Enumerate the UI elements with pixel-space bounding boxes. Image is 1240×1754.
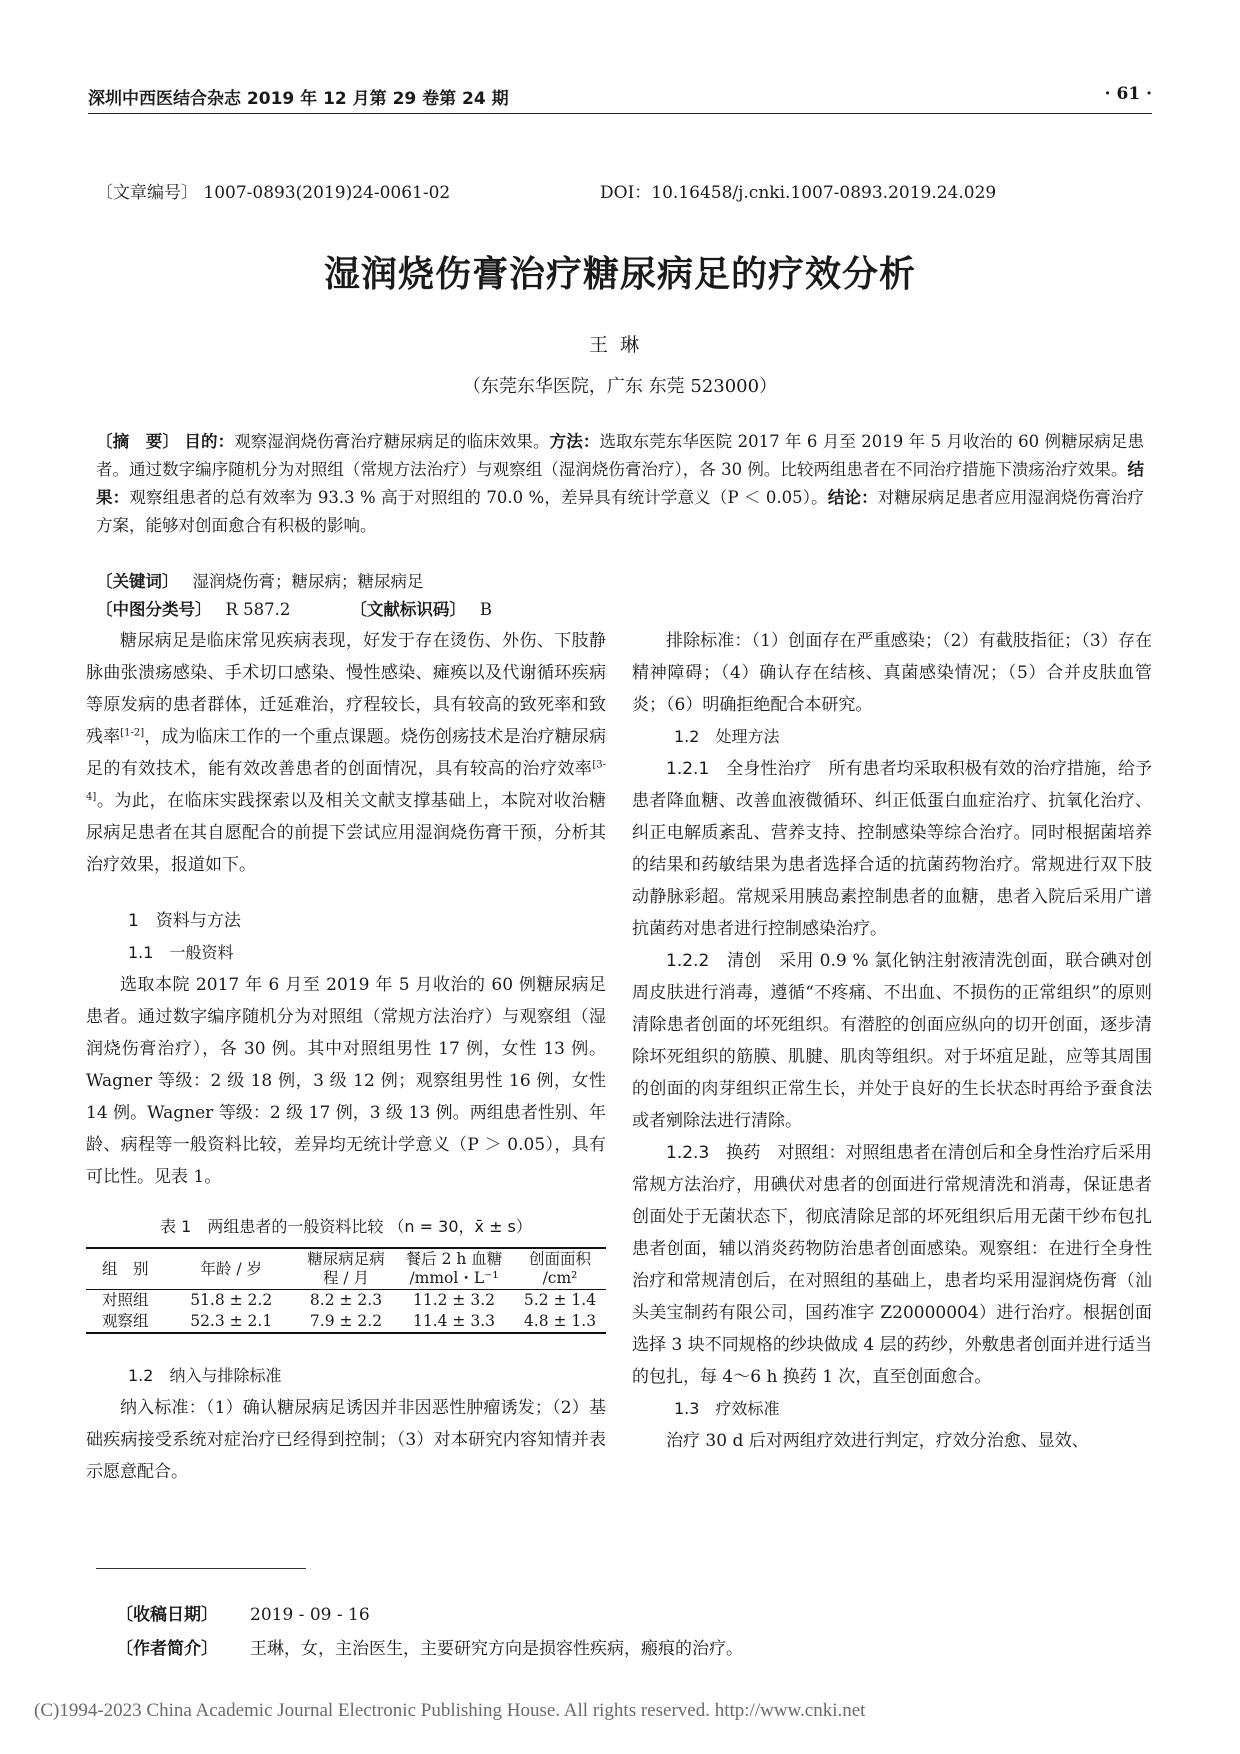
citation: [3-4] [86,759,606,803]
table-row: 观察组 52.3 ± 2.1 7.9 ± 2.2 11.4 ± 3.3 4.8 ± 1.3 [86,1311,606,1333]
result-label: 结果： [96,460,1144,507]
doi: DOI：10.16458/j.cnki.1007-0893.2019.24.029 [600,183,997,203]
subsection-heading: 1.2 纳入与排除标准 [128,1366,282,1385]
paper-title: 湿润烧伤膏治疗糖尿病足的疗效分析 [323,254,916,295]
subsubsection-heading: 1.2.1 全身性治疗 [666,759,812,779]
clc-value: R 587.2 [225,600,291,619]
keywords-label: 〔关键词〕 [96,572,179,591]
conclusion-text: 对糖尿病足患者应用湿润烧伤膏治疗方案，能够对创面愈合有积极的影响。 [96,488,1145,535]
section-heading: 1 资料与方法 [128,911,241,931]
journal-name: 深圳中西医结合杂志 2019 年 12 月第 29 卷第 24 期 [88,89,509,109]
classification [96,596,1144,620]
table-header: 年龄 / 岁 [200,1259,262,1278]
efficacy-paragraph: 治疗 30 d 后对两组疗效进行判定，疗效分治愈、显效、 [666,1431,1089,1451]
table-header: 糖尿病足病程 / 月 [307,1250,385,1287]
left-column [86,625,606,1488]
subsubsection-heading: 1.2.2 清创 [666,951,762,971]
subsubsection-heading: 1.2.3 换药 [666,1143,761,1163]
systemic-treatment-paragraph: 1.2.1 全身性治疗 所有患者均采取积极有效的治疗措施，给予患者降血糖、改善血液微循环、纠正低蛋白血症治疗、抗氧化治疗、纠正电解质紊乱、营养支持、控制感染等综合治疗。同时根据菌培养的结果和药敏结果为患者选择合适的抗菌药物治疗。常规进行双下肢动静脉彩超。常规采用胰岛素控制患者的血糖，患者入院后采用广谱抗菌药对患者进行控制感染治疗。 [632,759,1152,939]
keywords-text: 湿润烧伤膏；糖尿病；糖尿病足 [192,572,424,591]
subsection-heading: 1.3 疗效标准 [674,1399,780,1418]
page-number: · 61 · [1104,84,1152,104]
general-data-paragraph: 选取本院 2017 年 6 月至 2019 年 5 月收治的 60 例糖尿病足患者。通过数字编序随机分为对照组（常规方法治疗）与观察组（湿润烧伤膏治疗），各 30 例。其中对照组男性 17 例，女性 13 例。Wagner 等级：2 级 18 例，3 级 12 例；观察组男性 16 例，女性 14 例。Wagner 等级：2 级 17 例，3 级 13 例。两组患者性别、年龄、病程等一般资料比较，差异均无统计学意义（P ＞ 0.05），具有可比性。见表 1。 [86,975,606,1187]
debridement-paragraph: 1.2.2 清创 采用 0.9 % 氯化钠注射液清洗创面，联合碘对创周皮肤进行消毒，遵循“不疼痛、不出血、不损伤的正常组织”的原则清除患者创面的坏死组织。有潜腔的创面应纵向的切开创面，逐步清除坏死组织的筋膜、肌腱、肌肉等组织。对于坏疽足趾，应等其周围的创面的肉芽组织正常生长，并处于良好的生长状态时再给予蚕食法或者剜除法进行清除。 [632,951,1152,1131]
intro-paragraph: 糖尿病足是临床常见疾病表现，好发于存在烫伤、外伤、下肢静脉曲张溃疡感染、手术切口感染、慢性感染、瘫痪以及代谢循环疾病等原发病的患者群体，迁延难治，疗程较长，具有较高的致死率和致残率[1-2]，成为临床工作的一个重点课题。烧伤创疡技术是治疗糖尿病足的有效技术，能有效改善患者的创面情况，具有较高的治疗效率[3-4]。为此，在临床实践探索以及相关文献支撑基础上，本院对收治糖尿病足患者在其自愿配合的前提下尝试应用湿润烧伤膏干预，分析其治疗效果，报道如下。 [86,631,607,875]
inclusion-paragraph: 纳入标准：（1）确认糖尿病足诱因并非因恶性肿瘤诱发；（2）基础疾病接受系统对症治疗已经得到控制；（3）对本研究内容知情并表示愿意配合。 [86,1398,606,1482]
copyright-notice: (C)1994-2023 China Academic Journal Electronic Publishing House. All rights reserved. http://www.cnki.net [34,1700,866,1721]
exclusion-paragraph: 排除标准：（1）创面存在严重感染；（2）有截肢指征；（3）存在精神障碍；（4）确认存在结核、真菌感染情况；（5）合并皮肤血管炎；（6）明确拒绝配合本研究。 [632,631,1152,715]
article-number: 〔文章编号〕 1007-0893(2019)24-0061-02 [96,183,451,203]
subsection-heading: 1.2 处理方法 [674,727,780,746]
objective-text: 观察湿润烧伤膏治疗糖尿病足的临床效果。 [234,432,550,451]
table-row: 对照组 51.8 ± 2.2 8.2 ± 2.3 11.2 ± 3.2 5.2 ± 1.4 [101,1291,597,1309]
doc-code-value: B [479,600,493,619]
dressing-paragraph: 1.2.3 换药 对照组：对照组患者在清创后和全身性治疗后采用常规方法治疗，用碘伏对患者的创面进行常规清洗和消毒，保证患者创面处于无菌状态下，彻底清除足部的坏死组织后用无菌干纱布包扎患者创面，辅以消炎药物防治患者创面感染。观察组：在进行全身性治疗和常规清创后，在对照组的基础上，患者均采用湿润烧伤膏（汕头美宝制药有限公司，国药准字 Z20000004）进行治疗。根据创面选择 3 块不同规格的纱块做成 4 层的药纱，外敷患者创面并进行适当的包扎，每 4～6 h 换药 1 次，直至创面愈合。 [632,1143,1152,1387]
keywords [96,568,1144,592]
clc-label: 〔中图分类号〕 [96,600,212,619]
citation: [1-2] [120,727,145,739]
author-bio: 〔作者简介〕 王琳，女，主治医生，主要研究方向是损容性疾病，瘢痕的治疗。 [116,1639,743,1659]
table-1 [86,1247,606,1334]
affiliation: （东莞东华医院，广东 东莞 523000） [462,376,778,397]
abstract [96,428,1144,540]
right-column [632,625,1152,1457]
method-text: 选取东莞东华医院 2017 年 6 月至 2019 年 5 月收治的 60 例糖尿病足患者。通过数字编序随机分为对照组（常规方法治疗）与观察组（湿润烧伤膏治疗），各 30 例。比较两组患者在不同治疗措施下溃疡治疗效果。 [96,432,1145,479]
doc-code-label: 〔文献标识码〕 [350,600,466,619]
method-label: 方法： [549,432,600,451]
abstract-label: 〔摘 要〕 [96,432,180,451]
running-header [88,82,1152,114]
objective-label: 目的： [184,432,235,451]
table-header: 组 别 [101,1259,149,1278]
footnote-divider [96,1568,306,1569]
subsection-heading: 1.1 一般资料 [128,943,234,962]
table-caption: 表 1 两组患者的一般资料比较 （n = 30，x̄ ± s） [160,1217,532,1236]
author: 王琳 [588,334,651,356]
table-header: 创面面积 /cm² [528,1250,591,1287]
table-header: 餐后 2 h 血糖 /mmol・L⁻¹ [405,1250,503,1287]
result-text: 观察组患者的总有效率为 93.3 % 高于对照组的 70.0 %，差异具有统计学意义（P ＜ 0.05）。 [129,488,828,507]
received-date: 〔收稿日期〕 2019 - 09 - 16 [116,1605,370,1625]
conclusion-label: 结论： [827,488,878,507]
